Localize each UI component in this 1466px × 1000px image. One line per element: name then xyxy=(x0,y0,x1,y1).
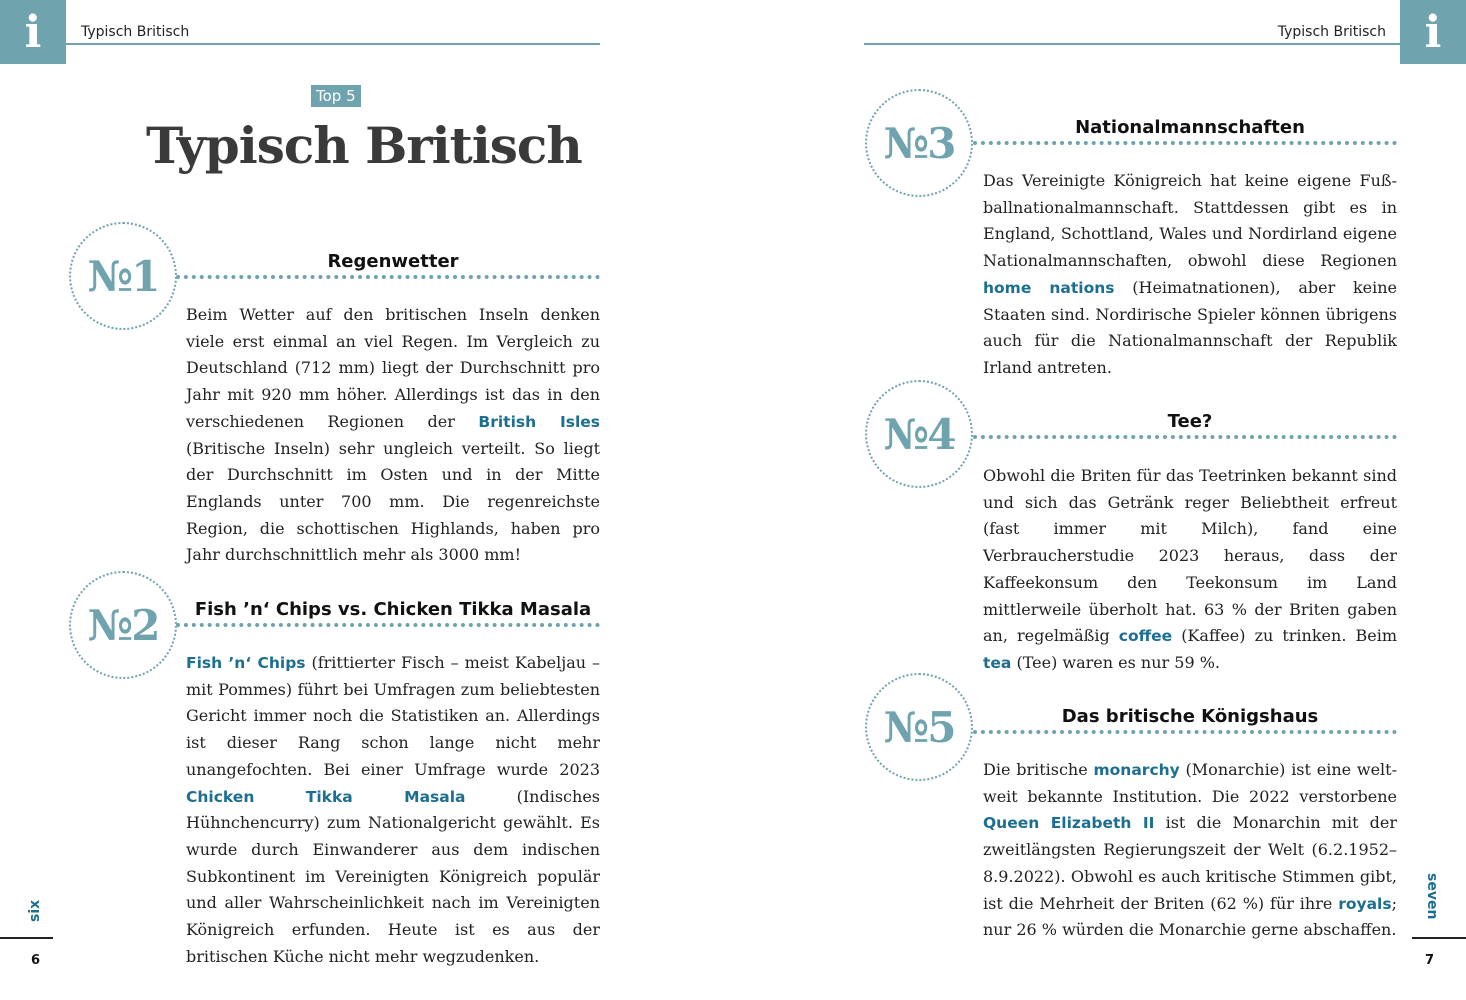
section-number-badge: №1 xyxy=(69,222,177,330)
section-number-badge: №2 xyxy=(69,571,177,679)
dotted-divider xyxy=(176,623,600,627)
vocab-keyword: coffee xyxy=(1118,627,1173,646)
header-divider-left xyxy=(66,43,600,45)
top5-badge: Top 5 xyxy=(311,85,361,107)
running-header-right: Typisch Britisch xyxy=(1277,24,1386,40)
info-icon: i xyxy=(0,0,66,64)
page-label-right: seven xyxy=(1424,873,1440,920)
section-title: Tee? xyxy=(1167,411,1213,432)
vocab-keyword: British Isles xyxy=(478,412,600,431)
dotted-divider xyxy=(973,435,1397,439)
vocab-keyword: home nations xyxy=(983,278,1115,297)
paragraph: Das Vereinigte Königreich hat keine eigene Fußballnationalmannschaft. Stattdessen gibt es in England, Schottland, Wales und Nordirland eigene Nationalmannschaften, obwohl diese Regionen home nations (Heimatnationen), aber keine Staaten sind. Nordirische Spieler können übrigens auch für die Nationalmannschaft der Republik Irland antreten. xyxy=(983,171,1397,377)
section-number-badge: №3 xyxy=(865,89,973,197)
page-label-left: six xyxy=(27,899,43,922)
dotted-divider xyxy=(176,275,600,279)
section-body xyxy=(983,463,1397,677)
page-number-left: 6 xyxy=(31,953,41,968)
section-title: Nationalmannschaften xyxy=(1075,117,1305,138)
vocab-keyword: monarchy xyxy=(1093,761,1180,779)
vocab-keyword: royals xyxy=(1338,894,1392,913)
page-number-right: 7 xyxy=(1425,953,1435,968)
paragraph: Fish ’n‘ Chips (frittierter Fisch – meist Kabeljau – mit Pommes) führt bei Umfragen zum beliebtesten Gericht immer noch die Statistiken an. Allerdings ist dieser Rang schon lange nicht mehr unangefochten. Bei einer Umfrage wurde 2023 Chicken Tikka Masala (Indisches Hühnchencurry) zum Nationalgericht gewählt. Es wurde durch Einwanderer aus dem indischen Subkontinent im Vereinigten Königreich populär und aller Wahrscheinlichkeit nach im Vereinigten Königreich erfunden. Heute ist es aus der britischen Küche nicht mehr wegzudenken. xyxy=(186,653,600,966)
section-body xyxy=(186,302,600,569)
info-icon: i xyxy=(1400,0,1466,64)
dotted-divider xyxy=(973,141,1397,145)
dotted-divider xyxy=(973,730,1397,734)
footer-rule-left xyxy=(0,937,53,939)
section-title: Fish ’n‘ Chips vs. Chicken Tikka Masala xyxy=(194,599,592,620)
section-body xyxy=(983,168,1397,382)
header-divider-right xyxy=(864,43,1400,45)
paragraph: Die britische monarchy (Monarchie) ist eine weltweit bekannte Institution. Die 2022 verstorbene Queen Elizabeth II ist die Monarchin mit der zweitlängsten Regierungszeit der Welt (6.2.1952–8.9.2022). Obwohl es auch kritische Stimmen gibt, ist die Mehrheit der Briten (62 %) für ihre royals; nur 26 % würden die Monarchie gerne abschaffen. xyxy=(983,760,1397,940)
vocab-keyword: tea xyxy=(983,653,1012,672)
vocab-keyword: Queen Elizabeth II xyxy=(983,814,1155,833)
section-number-badge: №4 xyxy=(865,380,973,488)
footer-rule-right xyxy=(1412,937,1466,939)
section-number-badge: №5 xyxy=(865,673,973,781)
paragraph: Beim Wetter auf den britischen Inseln denken viele erst einmal an viel Regen. Im Vergleich zu Deutschland (712 mm) liegt der Durchschnitt pro Jahr mit 920 mm höher. Allerdings ist das in den verschiedenen Regionen der British Isles (Britische Inseln) sehr ungleich verteilt. So liegt der Durchschnitt im Osten und in der Mitte Englands unter 700 mm. Die regenreichste Region, die schottischen Highlands, haben pro Jahr durchschnittlich mehr als 3000 mm! xyxy=(186,305,600,565)
page-title: Typisch Britisch xyxy=(146,116,582,175)
section-body xyxy=(983,757,1397,944)
running-header-left: Typisch Britisch xyxy=(81,24,190,40)
vocab-keyword: Chicken Tikka Masala xyxy=(186,787,466,806)
paragraph: Obwohl die Briten für das Teetrinken bekannt sind und sich das Getränk reger Beliebtheit erfreut (fast immer mit Milch), fand eine Verbraucherstudie 2023 heraus, dass der Kaffeekonsum den Teekonsum im Land mittlerweile überholt hat. 63 % der Briten gaben an, regelmäßig coffee (Kaffee) zu trinken. Beim tea (Tee) waren es nur 59 %. xyxy=(983,466,1397,672)
section-title: Regenwetter xyxy=(327,251,459,272)
vocab-keyword: Fish ’n‘ Chips xyxy=(186,654,306,672)
section-title: Das britische Königshaus xyxy=(1061,706,1319,727)
section-body xyxy=(186,650,600,970)
